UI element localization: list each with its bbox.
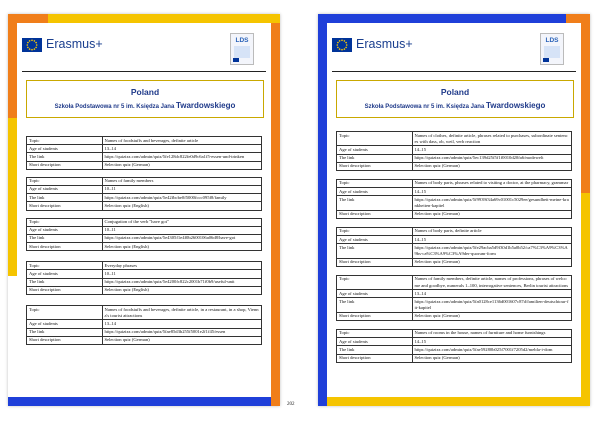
description-row-label: Short description [337, 312, 413, 320]
quiz-tables-left [26, 136, 262, 345]
age-row-label: Age of students [337, 146, 413, 154]
quiz-table [26, 305, 262, 345]
topic-row-label: Topic [337, 227, 413, 235]
age-row [337, 146, 572, 154]
school-name-surname: Twardowskiego [485, 101, 546, 110]
age-value: 14–15 [412, 236, 572, 244]
topic-row-label: Topic [337, 132, 413, 146]
lds-logo-graphic [544, 46, 560, 58]
age-row-label: Age of students [337, 338, 413, 346]
orange-bar-right [271, 23, 280, 406]
blue-bar-bottom [8, 397, 271, 406]
quiz-table [336, 131, 572, 171]
topic-value: Names of body parts, definite article [412, 227, 572, 235]
school-title-box [336, 80, 574, 118]
topic-row-label: Topic [27, 137, 103, 145]
description-row-label: Short description [337, 162, 413, 170]
description-row [337, 162, 572, 170]
quiz-link[interactable]: https://quizizz.com/admin/quiz/5fe128dc822fe0d9c6a1f5-essen-und-trinken [102, 153, 262, 161]
school-name-prefix: Szkoła Podstawowa nr 5 im. Księdza Jana [364, 104, 486, 110]
topic-row [27, 218, 262, 226]
link-row-label: The link [337, 346, 413, 354]
topic-value: Everyday phrases [102, 262, 262, 270]
school-title-box [26, 80, 264, 118]
description-row [27, 243, 262, 251]
age-value: 13–14 [102, 320, 262, 328]
age-value: 14–15 [412, 146, 572, 154]
link-row-label: The link [27, 234, 103, 242]
age-row [27, 320, 262, 328]
age-row-label: Age of students [337, 236, 413, 244]
school-name-prefix: Szkoła Podstawowa nr 5 im. Księdza Jana [54, 104, 176, 110]
topic-row-label: Topic [27, 177, 103, 185]
lds-logo [230, 33, 254, 65]
link-row-label: The link [337, 154, 413, 162]
age-row [27, 226, 262, 234]
link-row-label: The link [27, 278, 103, 286]
age-row-label: Age of students [27, 185, 103, 193]
link-row [27, 328, 262, 336]
quiz-link[interactable]: https://quizizz.com/admin/quiz/5fae59280b025f7001f7205d2/mebla-i-dom [412, 346, 572, 354]
header-divider [332, 71, 576, 72]
description-value: Selection quiz (German) [412, 162, 572, 170]
blue-bar-top [318, 14, 566, 23]
topic-row [27, 177, 262, 185]
topic-row [27, 306, 262, 320]
age-row-label: Age of students [337, 290, 413, 298]
yellow-bar-bottom [327, 397, 590, 406]
description-row [337, 258, 572, 266]
age-row-label: Age of students [27, 226, 103, 234]
description-value: Selection quiz (German) [102, 161, 262, 169]
description-value: Selection quiz (German) [412, 312, 572, 320]
yellow-bar-right [581, 193, 590, 397]
quiz-tables-right [336, 131, 572, 363]
erasmus-logo: Erasmus+ [46, 37, 103, 51]
description-row [27, 336, 262, 344]
age-row [337, 290, 572, 298]
quiz-table [336, 227, 572, 267]
description-value: Selection quiz (German) [412, 258, 572, 266]
page-right [318, 14, 590, 406]
description-row-label: Short description [337, 258, 413, 266]
quiz-table [26, 136, 262, 170]
description-value: Selection quiz (English) [102, 202, 262, 210]
topic-value: Names of foodstuffs and beverages, definite article, in a restaurant, in a shop, Vienna's tourist attractions [102, 306, 262, 320]
link-row-label: The link [337, 244, 413, 258]
quiz-table [336, 179, 572, 219]
topic-value: Names of family members [102, 177, 262, 185]
link-row [27, 194, 262, 202]
link-row [337, 154, 572, 162]
description-row-label: Short description [27, 243, 103, 251]
description-row [27, 286, 262, 294]
topic-row [337, 275, 572, 289]
quiz-link[interactable]: https://quizizz.com/admin/quiz/5e4305f1e4f0b2600106a06d8/have-got [102, 234, 262, 242]
topic-row-label: Topic [27, 218, 103, 226]
topic-row-label: Topic [27, 306, 103, 320]
topic-row [27, 262, 262, 270]
topic-value: Names of clothes, definite article, phrases related to purchases, subordinate sentences with dass, ob, weil, verb reaction [412, 132, 572, 146]
page-header [22, 34, 266, 76]
description-row [337, 354, 572, 362]
link-row [27, 234, 262, 242]
page-number: 202 [287, 402, 295, 407]
age-row-label: Age of students [27, 270, 103, 278]
age-value: 10–11 [102, 270, 262, 278]
description-row-label: Short description [27, 286, 103, 294]
description-row-label: Short description [337, 354, 413, 362]
quiz-table [26, 218, 262, 252]
description-row-label: Short description [337, 210, 413, 218]
topic-row-label: Topic [337, 275, 413, 289]
description-value: Selection quiz (German) [412, 210, 572, 218]
topic-row [337, 329, 572, 337]
description-row [337, 210, 572, 218]
eu-flag-icon [332, 38, 352, 52]
quiz-link[interactable]: https://quizizz.com/admin/quiz/5f9939f34a69c01001c5029ee/gesundheit-meine-krankheiten-kapitel [412, 196, 572, 210]
school-name-surname: Twardowskiego [175, 101, 236, 110]
link-row [27, 278, 262, 286]
quiz-table [336, 329, 572, 363]
age-value: 14–15 [412, 188, 572, 196]
blue-bar-left [318, 23, 327, 406]
quiz-table [26, 177, 262, 211]
age-row-label: Age of students [337, 188, 413, 196]
link-row-label: The link [337, 196, 413, 210]
description-row [337, 312, 572, 320]
link-row-label: The link [27, 328, 103, 336]
link-row [27, 153, 262, 161]
link-row [337, 346, 572, 354]
link-row [337, 244, 572, 258]
link-row-label: The link [27, 153, 103, 161]
description-value: Selection quiz (English) [102, 286, 262, 294]
page-left [8, 14, 280, 406]
description-value: Selection quiz (English) [102, 243, 262, 251]
quiz-link[interactable]: https://quizizz.com/admin/quiz/5e42fbcbe0f5000fccc095f8/family [102, 194, 262, 202]
topic-row [27, 137, 262, 145]
country-title: Poland [440, 87, 470, 97]
quiz-link[interactable]: https://quizizz.com/admin/quiz/5ec139d25f5f1f0010d20fa6/modewelt [412, 154, 572, 162]
quiz-link[interactable]: https://quizizz.com/admin/quiz/5fae85d3b255f5001e2f1f45/essen [102, 328, 262, 336]
age-row-label: Age of students [27, 320, 103, 328]
link-row-label: The link [27, 194, 103, 202]
topic-value: Names of rooms in the house, names of furniture and home furnishings [412, 329, 572, 337]
description-row [27, 161, 262, 169]
age-row-label: Age of students [27, 145, 103, 153]
quiz-link[interactable]: https://quizizz.com/admin/quiz/5e4200fc822c2001b71f0b9/useful-unit [102, 278, 262, 286]
header-divider [22, 71, 266, 72]
topic-row [337, 179, 572, 187]
topic-value: Conjugation of the verb "have got" [102, 218, 262, 226]
orange-bar-top-right [566, 14, 590, 23]
description-value: Selection quiz (German) [412, 354, 572, 362]
age-row [337, 236, 572, 244]
age-value: 10–11 [102, 226, 262, 234]
lds-logo [540, 33, 564, 65]
topic-row-label: Topic [27, 262, 103, 270]
school-name [27, 101, 263, 110]
age-value: 10–11 [102, 185, 262, 193]
age-value: 14–15 [412, 338, 572, 346]
quiz-link[interactable]: https://quizizz.com/admin/quiz/5fe29acba5d9f30d1b5a0b52/ca7%C3%A9%C3%A9bs-ca%C3%A9%C3%A9der-quorum-form [412, 244, 572, 258]
age-row [337, 338, 572, 346]
orange-bar-right [581, 23, 590, 193]
orange-bar-left [8, 23, 17, 118]
age-row [27, 185, 262, 193]
orange-bar-top [8, 14, 48, 23]
age-row [27, 145, 262, 153]
topic-value: Names of body parts, phrases related to visiting a doctor, at the pharmacy, grammar [412, 179, 572, 187]
age-row [337, 188, 572, 196]
school-name [337, 101, 573, 110]
description-row-label: Short description [27, 202, 103, 210]
topic-value: Names of foodstuffs and beverages, definite article [102, 137, 262, 145]
topic-row [337, 132, 572, 146]
page-header [332, 34, 576, 76]
quiz-table [26, 261, 262, 295]
yellow-bar-left [8, 118, 17, 276]
yellow-bar-top [48, 14, 280, 23]
lds-eu-mini-flag-icon [233, 58, 239, 62]
link-row-label: The link [337, 298, 413, 312]
quiz-table [336, 275, 572, 321]
lds-logo-text: LDS [235, 37, 249, 44]
age-row [27, 270, 262, 278]
topic-value: Names of family members, definite article, names of professions, phrases of welcome and goodbye, numerals 1–100, interrogative sentences, Berlin tourist attractions [412, 275, 572, 289]
description-row-label: Short description [27, 336, 103, 344]
erasmus-logo: Erasmus+ [356, 37, 413, 51]
age-value: 13–14 [102, 145, 262, 153]
eu-flag-icon [22, 38, 42, 52]
description-value: Selection quiz (German) [102, 336, 262, 344]
link-row [337, 298, 572, 312]
quiz-link[interactable]: https://quizizz.com/admin/quiz/5fa0128ce1136d001607c87d/familien-deutschtour-fit-kapitel [412, 298, 572, 312]
description-row [27, 202, 262, 210]
lds-logo-graphic [234, 46, 250, 58]
lds-logo-text: LDS [545, 37, 559, 44]
country-title: Poland [130, 87, 160, 97]
link-row [337, 196, 572, 210]
topic-row-label: Topic [337, 179, 413, 187]
topic-row [337, 227, 572, 235]
description-row-label: Short description [27, 161, 103, 169]
age-value: 13–14 [412, 290, 572, 298]
lds-eu-mini-flag-icon [543, 58, 549, 62]
topic-row-label: Topic [337, 329, 413, 337]
